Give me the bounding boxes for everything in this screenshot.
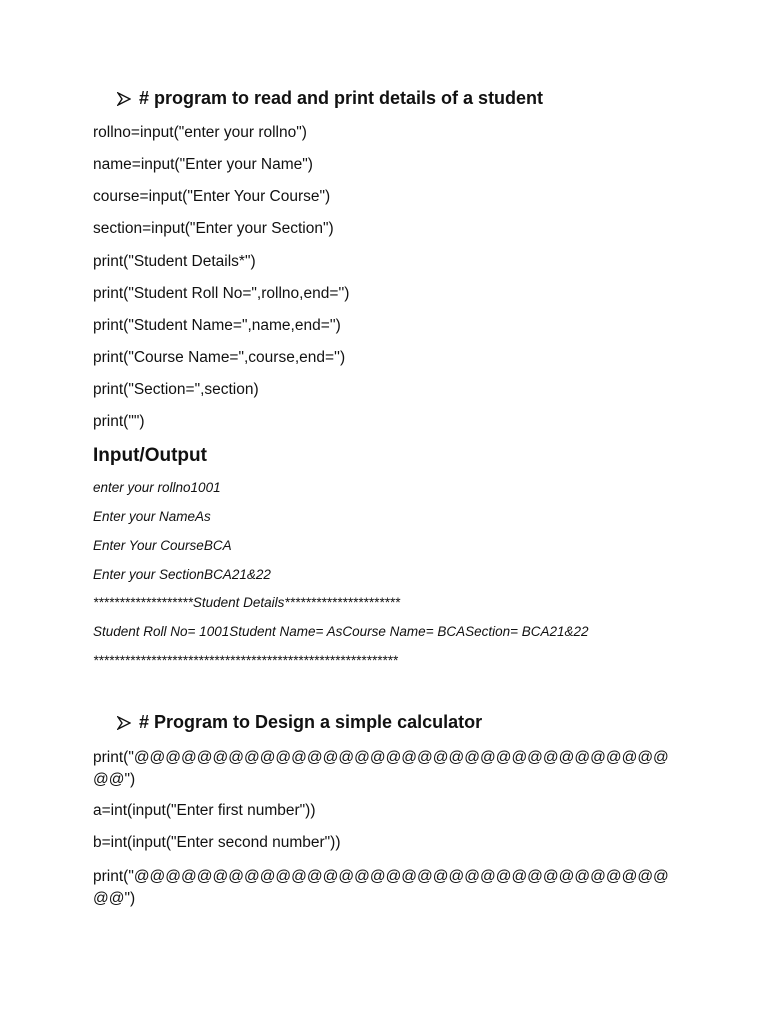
io-title: Input/Output [93,445,207,466]
output-line: Enter your SectionBCA21&22 [93,567,271,582]
code-line: print("Course Name=",course,end='') [93,349,346,366]
code-line: print("Student Details*") [93,253,256,270]
code-line: b=int(input("Enter second number")) [93,834,341,851]
arrow-bullet-icon [117,716,131,730]
arrow-bullet-icon [117,92,131,106]
heading-text: # Program to Design a simple calculator [139,712,483,732]
output-line: Student Roll No= 1001Student Name= AsCourse Name= BCASection= BCA21&22 [93,624,589,639]
section-heading-student-program [117,88,543,109]
output-line: Enter Your CourseBCA [93,538,232,553]
code-line: print("@@@@@@@@@@@@@@@@@@@@@@@@@@@@@@@@@@@@") [93,749,669,788]
code-line: print("Student Roll No=",rollno,end='') [93,285,350,302]
code-line: print("Student Name=",name,end='') [93,317,341,334]
section-heading-calculator-program [117,712,482,733]
code-line: print("") [93,413,145,430]
code-line: section=input("Enter your Section") [93,220,334,237]
code-line: course=input("Enter Your Course") [93,188,331,205]
code-line: rollno=input("enter your rollno") [93,124,307,141]
code-line: print("@@@@@@@@@@@@@@@@@@@@@@@@@@@@@@@@@@@@") [93,868,669,907]
output-line: ********************************************************** [93,653,398,668]
code-line: name=input("Enter your Name") [93,156,313,173]
heading-text: # program to read and print details of a student [139,88,544,108]
output-line: *******************Student Details********************** [93,595,400,610]
code-line: print("Section=",section) [93,381,259,398]
output-line: enter your rollno1001 [93,480,221,495]
output-line: Enter your NameAs [93,509,211,524]
code-line: a=int(input("Enter first number")) [93,802,316,819]
